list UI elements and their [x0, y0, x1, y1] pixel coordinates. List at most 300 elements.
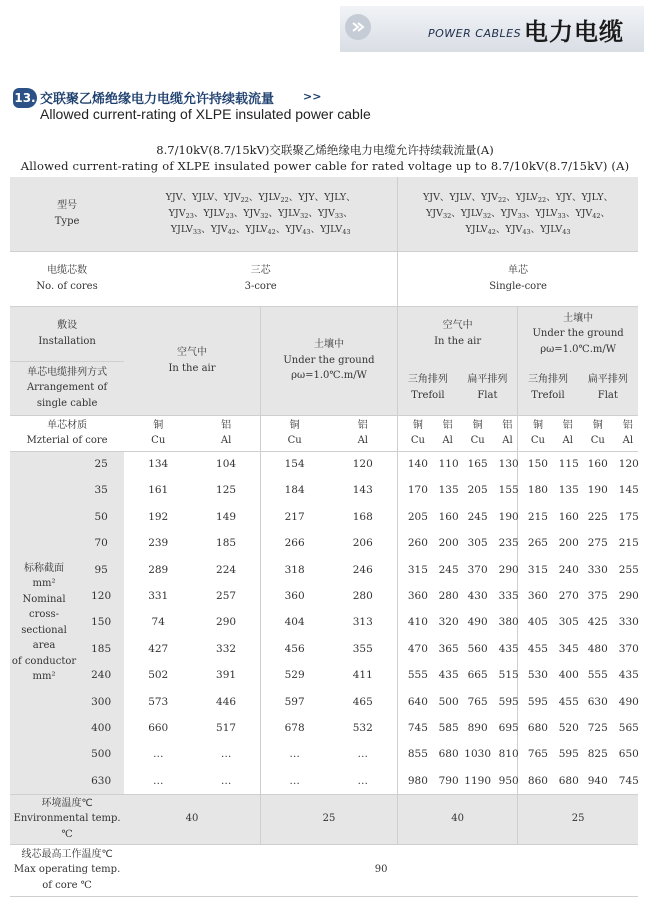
rating-cell: 1190 [464, 774, 492, 787]
header-title-en: POWER CABLES [428, 27, 522, 40]
rating-cell: 517 [216, 721, 237, 734]
rating-cell: 455 [518, 636, 558, 662]
ground-flat-en: Flat [597, 389, 618, 401]
header-title-cn: 电力电缆 [524, 18, 624, 46]
rating-cell: 245 [467, 510, 488, 523]
rating-cell: 160 [587, 458, 608, 471]
rating-cell: 320 [438, 616, 459, 629]
rating-cell: 110 [438, 458, 459, 471]
table-caption-en: Allowed current-rating of XLPE insulated power cable for rated voltage up to 8.7/10kV(8.7/15kV) (A) [20, 159, 630, 173]
material-3core-ground-cu [260, 415, 328, 451]
rating-cell: 235 [498, 537, 519, 550]
rating-cell: 630 [587, 695, 608, 708]
table-caption-cn: 8.7/10kV(8.7/15kV)交联聚乙烯绝缘电力电缆允许持续载流量(A) [156, 143, 494, 157]
cores-label [10, 251, 124, 306]
rating-cell: 678 [260, 715, 328, 741]
table-row [10, 583, 638, 609]
cross-section-label-section-en3: sectional area [21, 624, 67, 652]
rating-cell: 260 [398, 530, 438, 556]
rating-cell: 200 [438, 537, 459, 550]
rating-cell: 660 [148, 721, 169, 734]
rating-cell: 150 [518, 451, 558, 477]
three-core-ground-resistivity: ρω=1.0℃.m/W [291, 370, 367, 382]
material-ground-trefoil-cu-en: Cu [530, 435, 545, 446]
rating-cell: 305 [558, 616, 579, 629]
rating-cell: 206 [352, 537, 373, 550]
rating-cell: 345 [558, 642, 579, 655]
three-core-ground-cn: 土壤中 [313, 339, 344, 351]
data-body [10, 451, 638, 794]
rating-cell: 185 [216, 537, 237, 550]
rating-cell: 680 [518, 715, 558, 741]
rating-cell: 980 [398, 768, 438, 794]
material-ground-flat-al-en: Al [622, 435, 634, 446]
rating-cell: 515 [498, 669, 519, 682]
material-air-trefoil-cu [398, 415, 438, 451]
rating-cell: 168 [352, 510, 373, 523]
rating-cell: 595 [498, 695, 519, 708]
rating-cell: 765 [467, 695, 488, 708]
rating-cell: 470 [398, 636, 438, 662]
rating-cell: 239 [148, 537, 169, 550]
max-temp-label [10, 844, 124, 896]
rating-cell: 335 [498, 590, 519, 603]
three-core-en: 3-core [244, 280, 277, 292]
rating-cell: 289 [148, 563, 169, 576]
rating-cell: 446 [216, 695, 237, 708]
type-label-en: Type [54, 215, 80, 227]
rating-cell: 290 [216, 616, 237, 629]
rating-cell: … [260, 741, 328, 767]
material-3core-air-cu [124, 415, 192, 451]
material-label [10, 415, 124, 451]
rating-cell: 305 [467, 537, 488, 550]
material-air-flat-cu-en: Cu [470, 435, 485, 446]
cross-section-size: 630 [78, 768, 124, 794]
rating-cell: 360 [518, 583, 558, 609]
material-air-trefoil-al-cn: 铝 [442, 419, 453, 431]
material-3core-ground-cu-en: Cu [287, 435, 302, 446]
material-air-flat-al-cn: 铝 [502, 419, 513, 431]
rating-cell: 695 [498, 721, 519, 734]
rating-cell: 1030 [464, 748, 492, 761]
rating-cell: 315 [518, 557, 558, 583]
rating-cell: 410 [398, 609, 438, 635]
cross-section-size: 35 [78, 477, 124, 503]
rating-cell: 135 [438, 484, 459, 497]
rating-cell: 400 [558, 669, 579, 682]
rating-cell: 790 [438, 774, 459, 787]
rating-cell: 825 [587, 748, 608, 761]
rating-cell: 435 [438, 669, 459, 682]
cores-label-cn: 电缆芯数 [47, 265, 88, 276]
section-number-badge: 13. [13, 88, 37, 108]
cores-row [10, 251, 638, 306]
rating-cell: … [152, 774, 164, 787]
air-flat-en: Flat [477, 389, 498, 401]
material-ground-trefoil-al-cn: 铝 [562, 419, 573, 431]
single-core-en: Single-core [489, 280, 547, 292]
material-air-flat-cu-cn: 铜 [472, 419, 483, 431]
type-label [10, 177, 124, 251]
cross-section-size: 25 [78, 451, 124, 477]
installation-row [10, 306, 638, 361]
rating-cell: 257 [216, 590, 237, 603]
max-temp-label-unit: of core ℃ [42, 879, 92, 891]
cross-section-label-section-unit2: mm² [32, 671, 56, 683]
rating-cell: … [220, 774, 232, 787]
ground-flat [578, 361, 638, 415]
material-label-cn: 单芯材质 [47, 419, 88, 431]
material-air-trefoil-cu-en: Cu [410, 435, 425, 446]
cores-label-en: No. of cores [36, 280, 98, 292]
rating-cell: 480 [587, 642, 608, 655]
rating-cell: 404 [260, 609, 328, 635]
rating-cell: 74 [151, 616, 165, 629]
section-title-en: Allowed current-rating of XLPE insulated power cable [40, 106, 371, 122]
rating-cell: 140 [398, 451, 438, 477]
single-core-cn: 单芯 [508, 265, 529, 276]
rating-cell: 332 [216, 642, 237, 655]
rating-cell: 120 [618, 458, 639, 471]
rating-cell: 950 [498, 774, 519, 787]
type-3core-models: YJV、YJLV、$YJV_{22}$、$YJLV_{22}$、YJY、YJLY、 $YJV_{23}$、$YJLV_{23}$、$YJV_{32}$、$YJLV_{32}$、$YJV_{33}$、 $YJLV_{33}$、$YJV_{42}$、$YJLV_{42}$、$YJV_{43}$、$YJLV_{43}$ [124, 177, 397, 251]
rating-cell: 120 [352, 458, 373, 471]
rating-cell: 154 [260, 451, 328, 477]
rating-cell: 595 [518, 689, 558, 715]
material-3core-air-al-en: Al [220, 435, 232, 446]
rating-cell: 134 [148, 458, 169, 471]
rating-cell: … [152, 748, 164, 761]
material-air-trefoil-al [438, 415, 458, 451]
rating-cell: 555 [587, 669, 608, 682]
rating-cell: 245 [438, 563, 459, 576]
max-temp-label-en: Max operating temp. [13, 864, 121, 876]
single-core-ground-resistivity: ρω=1.0℃.m/W [540, 343, 616, 355]
rating-cell: 160 [438, 510, 459, 523]
material-ground-trefoil-al-en: Al [562, 435, 573, 446]
section-arrows: >> [303, 90, 322, 103]
rating-cell: 425 [587, 616, 608, 629]
material-air-flat-al-en: Al [502, 435, 513, 446]
rating-cell: 190 [498, 510, 519, 523]
cross-section-label-section-en2: cross- [29, 609, 60, 621]
material-air-flat-al [498, 415, 518, 451]
material-3core-ground-cu-cn: 铜 [289, 419, 300, 431]
rating-cell: 360 [260, 583, 328, 609]
rating-cell: 427 [148, 642, 169, 655]
material-ground-flat-cu [578, 415, 618, 451]
material-ground-flat-cu-en: Cu [590, 435, 605, 446]
rating-cell: 161 [148, 484, 169, 497]
rating-cell: 115 [558, 458, 579, 471]
env-temp-3core-air: 40 [124, 794, 260, 844]
cross-section-size: 185 [78, 636, 124, 662]
rating-cell: … [220, 748, 232, 761]
ground-trefoil [518, 361, 578, 415]
rating-cell: 355 [352, 642, 373, 655]
cross-section-label-section-cn: 标称截面 [24, 562, 65, 574]
material-3core-air-cu-cn: 铜 [153, 419, 164, 431]
rating-cell: 680 [558, 774, 579, 787]
env-temp-label-en: Environmental temp. [13, 813, 121, 825]
rating-cell: 532 [352, 721, 373, 734]
rating-cell: 170 [398, 477, 438, 503]
table-row [10, 689, 638, 715]
material-air-trefoil-al-en: Al [442, 435, 453, 446]
rating-cell: … [357, 774, 369, 787]
single-core-ground [518, 306, 638, 361]
material-3core-ground-al-en: Al [357, 435, 368, 446]
env-temp-1core-air: 40 [398, 794, 518, 844]
rating-cell: 365 [438, 642, 459, 655]
rating-cell: 266 [260, 530, 328, 556]
rating-cell: 125 [216, 484, 237, 497]
table-row [10, 715, 638, 741]
rating-cell: 217 [260, 504, 328, 530]
rating-cell: 155 [498, 484, 519, 497]
cross-section-size: 120 [78, 583, 124, 609]
material-air-flat-cu [458, 415, 498, 451]
rating-cell: 330 [587, 563, 608, 576]
cross-section-label-section-en1: Nominal [22, 593, 66, 605]
table-row [10, 768, 638, 794]
rating-cell: 405 [518, 609, 558, 635]
table-row [10, 609, 638, 635]
rating-cell: … [357, 748, 369, 761]
rating-cell: 143 [352, 484, 373, 497]
rating-cell: 435 [618, 669, 639, 682]
material-air-trefoil-cu-cn: 铜 [412, 419, 423, 431]
three-core-cn: 三芯 [250, 265, 271, 276]
env-temp-label [10, 794, 124, 844]
material-ground-flat-al-cn: 铝 [622, 419, 633, 431]
rating-cell: 597 [260, 689, 328, 715]
rating-cell: 280 [352, 590, 373, 603]
table-row [10, 741, 638, 767]
installation-label-en: Installation [38, 335, 96, 347]
three-core-air-en: In the air [168, 362, 216, 374]
type-label-cn: 型号 [57, 200, 78, 212]
single-core-air-en: In the air [434, 335, 482, 347]
rating-cell: 860 [518, 768, 558, 794]
cross-section-label-section-en4: of conductor [11, 655, 77, 667]
rating-cell: 313 [352, 616, 373, 629]
rating-cell: 680 [438, 748, 459, 761]
rating-cell: 360 [398, 583, 438, 609]
cross-section-size: 300 [78, 689, 124, 715]
ground-trefoil-cn: 三角排列 [527, 374, 568, 386]
rating-cell: 500 [438, 695, 459, 708]
installation-label [10, 306, 124, 361]
material-row [10, 415, 638, 451]
env-temp-label-cn: 环境温度℃ [41, 797, 93, 809]
three-core-cell [124, 251, 397, 306]
material-ground-flat-al [618, 415, 638, 451]
rating-cell: 391 [216, 669, 237, 682]
air-trefoil-cn: 三角排列 [407, 374, 448, 386]
single-core-air [398, 306, 518, 361]
rating-cell: 215 [518, 504, 558, 530]
table-row [10, 557, 638, 583]
rating-cell: 225 [587, 510, 608, 523]
table-row [10, 530, 638, 556]
rating-cell: 215 [618, 537, 639, 550]
type-row [10, 177, 638, 251]
section-title-cn: 交联聚乙烯绝缘电力电缆允许持续载流量 [40, 92, 275, 107]
arrangement-label-en1: Arrangement of [26, 382, 108, 394]
rating-cell: 490 [618, 695, 639, 708]
rating-cell: 585 [438, 721, 459, 734]
single-core-ground-en: Under the ground [532, 328, 624, 339]
table-row [10, 636, 638, 662]
ground-flat-cn: 扁平排列 [587, 374, 628, 386]
env-temp-row [10, 794, 638, 844]
rating-cell: 175 [618, 510, 639, 523]
table-row [10, 662, 638, 688]
rating-cell: 190 [587, 484, 608, 497]
rating-cell: 665 [467, 669, 488, 682]
rating-cell: 205 [398, 504, 438, 530]
rating-cell: 380 [498, 616, 519, 629]
rating-cell: 890 [467, 721, 488, 734]
rating-cell: 855 [398, 741, 438, 767]
single-core-air-cn: 空气中 [442, 320, 473, 332]
air-flat-cn: 扁平排列 [467, 374, 508, 386]
air-flat [458, 361, 518, 415]
material-3core-air-al-cn: 铝 [221, 419, 232, 431]
rating-cell: 246 [352, 563, 373, 576]
rating-cell: 145 [618, 484, 639, 497]
three-core-ground [260, 306, 397, 415]
air-trefoil [398, 361, 458, 415]
material-3core-ground-al [328, 415, 397, 451]
env-temp-label-unit: ℃ [61, 828, 73, 840]
max-temp-label-cn: 线芯最高工作温度℃ [21, 848, 113, 860]
rating-cell: 130 [498, 458, 519, 471]
cross-section-size: 150 [78, 609, 124, 635]
table-row [10, 477, 638, 503]
rating-cell: 280 [438, 590, 459, 603]
rating-cell: 530 [518, 662, 558, 688]
rating-cell: 104 [216, 458, 237, 471]
rating-cell: 456 [260, 636, 328, 662]
three-core-ground-en: Under the ground [283, 354, 375, 366]
rating-cell: 265 [518, 530, 558, 556]
rating-cell: 315 [398, 557, 438, 583]
cross-section-label-section-unit1: mm² [32, 578, 56, 590]
env-temp-3core-ground: 25 [260, 794, 397, 844]
rating-cell: 560 [467, 642, 488, 655]
rating-cell: 270 [558, 590, 579, 603]
rating-cell: 318 [260, 557, 328, 583]
rating-cell: 149 [216, 510, 237, 523]
arrangement-label [10, 361, 124, 415]
material-ground-trefoil-al [558, 415, 578, 451]
rating-cell: 290 [498, 563, 519, 576]
table-row [10, 504, 638, 530]
rating-cell: 330 [618, 616, 639, 629]
material-ground-flat-cu-cn: 铜 [592, 419, 603, 431]
env-temp-1core-ground: 25 [518, 794, 638, 844]
table-row [10, 451, 638, 477]
material-label-en: Mzterial of core [26, 435, 108, 446]
rating-cell: 435 [498, 642, 519, 655]
rating-cell: 465 [352, 695, 373, 708]
rating-cell: 180 [518, 477, 558, 503]
rating-cell: 490 [467, 616, 488, 629]
rating-cell: 565 [618, 721, 639, 734]
rating-cell: 160 [558, 510, 579, 523]
cross-section-size: 400 [78, 715, 124, 741]
rating-cell: 375 [587, 590, 608, 603]
rating-cell: 455 [558, 695, 579, 708]
rating-cell: 205 [467, 484, 488, 497]
cross-section-label [10, 451, 78, 794]
max-temp-value: 90 [124, 844, 638, 896]
rating-cell: 573 [148, 695, 169, 708]
rating-cell: 745 [618, 774, 639, 787]
max-temp-row [10, 844, 638, 896]
rating-cell: 529 [260, 662, 328, 688]
arrangement-label-cn: 单芯电缆排列方式 [27, 366, 108, 378]
rating-cell: … [260, 768, 328, 794]
rating-cell: 595 [558, 748, 579, 761]
rating-cell: 502 [148, 669, 169, 682]
three-core-air [124, 306, 260, 415]
rating-cell: 184 [260, 477, 328, 503]
rating-cell: 940 [587, 774, 608, 787]
arrow-right-icon [345, 14, 371, 40]
rating-cell: 725 [587, 721, 608, 734]
installation-label-cn: 敷设 [57, 320, 78, 331]
rating-cell: 240 [558, 563, 579, 576]
material-3core-air-al [192, 415, 260, 451]
rating-cell: 255 [618, 563, 639, 576]
rating-cell: 520 [558, 721, 579, 734]
rating-cell: 430 [467, 590, 488, 603]
air-trefoil-en: Trefoil [411, 389, 445, 401]
rating-cell: 224 [216, 563, 237, 576]
material-3core-ground-al-cn: 铝 [357, 419, 368, 431]
three-core-air-cn: 空气中 [177, 347, 208, 358]
rating-cell: 200 [558, 537, 579, 550]
rating-cell: 290 [618, 590, 639, 603]
single-core-cell [398, 251, 638, 306]
cross-section-size: 500 [78, 741, 124, 767]
material-ground-trefoil-cu [518, 415, 558, 451]
rating-cell: 135 [558, 484, 579, 497]
rating-cell: 555 [398, 662, 438, 688]
rating-cell: 810 [498, 748, 519, 761]
rating-cell: 411 [352, 669, 373, 682]
arrangement-label-en2: single cable [36, 397, 98, 409]
rating-cell: 192 [148, 510, 169, 523]
current-rating-table [10, 177, 638, 897]
material-ground-trefoil-cu-cn: 铜 [532, 419, 543, 431]
ground-trefoil-en: Trefoil [531, 389, 565, 401]
rating-cell: 275 [587, 537, 608, 550]
rating-cell: 370 [618, 642, 639, 655]
type-single-core-models: YJV、YJLV、$YJV_{22}$、$YJLV_{22}$、YJY、YJLY、 $YJV_{32}$、$YJLV_{32}$、$YJV_{33}$、$YJLV_{33}$、$YJV_{42}$、 $YJLV_{42}$、$YJV_{43}$、$YJLV_{43}$ [398, 177, 638, 251]
rating-cell: 165 [467, 458, 488, 471]
cross-section-size: 95 [78, 557, 124, 583]
rating-cell: 745 [398, 715, 438, 741]
rating-cell: 650 [618, 748, 639, 761]
rating-cell: 640 [398, 689, 438, 715]
single-core-ground-cn: 土壤中 [563, 312, 594, 324]
rating-cell: 370 [467, 563, 488, 576]
